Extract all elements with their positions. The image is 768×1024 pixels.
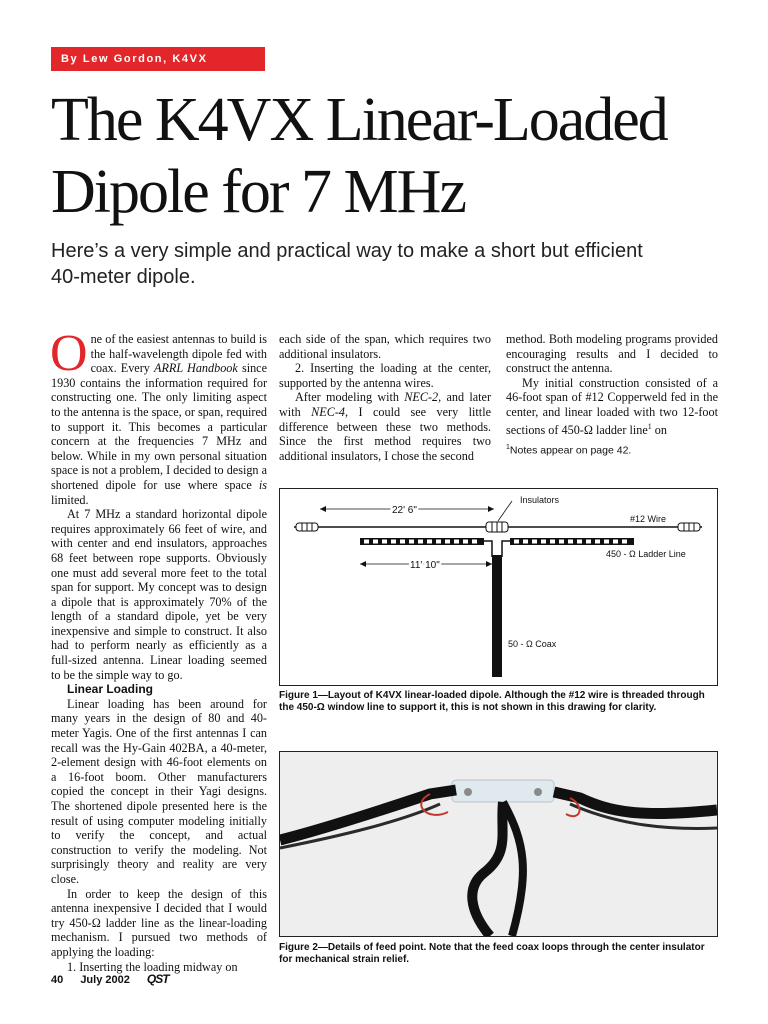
ladder-window (568, 540, 573, 544)
ladder-windows (364, 540, 627, 544)
ladder-window (400, 540, 405, 544)
ladder-window (409, 540, 414, 544)
title-line-1: The K4VX Linear-Loaded (51, 86, 667, 154)
byline: By Lew Gordon, K4VX (51, 47, 265, 71)
ladder-window (550, 540, 555, 544)
ladder-window (541, 540, 546, 544)
dipole-layout-diagram (280, 489, 717, 685)
paragraph: My initial construction consisted of a 46-foot span of #12 Copperweld fed in the center, and linear loaded with two 12-foot sections of 450-Ω ladder line$^1$ on (506, 375, 718, 437)
figure-2-caption: Figure 2—Details of feed point. Note that the feed coax loops through the center insulator for mechanical strain relief. (279, 942, 705, 965)
magazine-logo: QST (146, 972, 169, 986)
paragraph: 1. Inserting the loading midway on (67, 959, 238, 974)
figure-2-photo (279, 751, 718, 937)
ladder-window (523, 540, 528, 544)
footnote: $^1$Notes appear on page 42. (506, 444, 632, 457)
column-3 (506, 332, 718, 437)
insulators-leader (498, 501, 512, 521)
paragraph: Linear loading has been around for many years in the design of 80 and 40-meter Yagis. One of the first antennas I can recall was the Hy-Gain 402BA, a 40-meter, 2-element design with 46-foot elements on a 16-foot boom. Other manufacturers copied the concept in their Yagi designs. The shortened dipole presented here is the result of using computer modeling initially to verify the concept, and actual construction to verify the modeling. Not surprisingly theory and reality are very close. (51, 696, 267, 886)
ladder-window (418, 540, 423, 544)
ladder-window (454, 540, 459, 544)
paragraph: each side of the span, which requires two additional insulators. (279, 332, 491, 361)
ladder-window (559, 540, 564, 544)
figure-1-diagram (279, 488, 718, 686)
ladder-window (604, 540, 609, 544)
paragraph: After modeling with NEC-2, and later with NEC-4, I could see very little difference between these two methods. Since the first method requires two additional insulators, I chose the second (279, 390, 492, 463)
paragraph: At 7 MHz a standard horizontal dipole requires approximately 66 feet of wire, and with center and end insulators, approaches 68 feet between rope supports. Obviously one must add several more feet to the total span for support. My concept was to design a dipole that is approximately 70% of the length of a standard dipole, yet be very inexpensive and simple to construct. It also had to perform nearly as efficiently as a full-sized antenna. Linear loading seemed to be the simple way to go. (51, 507, 267, 682)
wire-label: #12 Wire (630, 514, 667, 524)
article-subtitle: Here’s a very simple and practical way to make a short but efficient 40-meter dipole. (51, 240, 643, 288)
paragraph: method. Both modeling programs provided encouraging results and I decided to construct the antenna. (506, 332, 718, 376)
issue-date: July 2002 (80, 974, 130, 986)
page-number: 40 (51, 974, 64, 986)
column-2 (279, 332, 491, 463)
feed-join-left (484, 541, 492, 557)
ladder-window (514, 540, 519, 544)
ladder-window (595, 540, 600, 544)
ladder-window (532, 540, 537, 544)
ladder-window (613, 540, 618, 544)
article-title (51, 84, 741, 228)
center-insulator (486, 522, 508, 532)
ladder-window (391, 540, 396, 544)
ladder-window (577, 540, 582, 544)
title-line-2: Dipole for 7 MHz (51, 158, 465, 226)
drop-cap: O (50, 325, 88, 382)
ladder-window (622, 540, 627, 544)
paragraph: 2. Inserting the loading at the center, supported by the antenna wires. (279, 361, 491, 390)
paragraph: In order to keep the design of this antenna inexpensive I decided that I would try 450-Ω ladder line as the linear-loading mechanism. I pursued two methods of applying the loading: (51, 886, 267, 959)
ladder-window (373, 540, 378, 544)
span-label: 22' 6" (392, 505, 417, 516)
feed-join-right (502, 541, 510, 557)
loading-label: 11' 10" (410, 560, 440, 571)
insulators-label: Insulators (520, 495, 560, 505)
ladder-window (472, 540, 477, 544)
page-footer (51, 972, 183, 986)
ladder-window (436, 540, 441, 544)
figure-1-caption: Figure 1—Layout of K4VX linear-loaded dipole. Although the #12 wire is threaded through the 450-Ω window line to support it, this is not shown in this drawing for clarity. (279, 690, 705, 713)
paragraph: One of the easiest antennas to build is the half-wavelength dipole fed with coax. Every ARRL Handbook since 1930 contains the information required for constructing one. The only limiting aspect to the antenna is the space, or span, required to support it. This becomes a particular concern at the frequencies 7 MHz and below. While in my own personal situation space is not a problem, I decided to design a shortened dipole for use where space is limited. (50, 325, 267, 507)
ladder-window (463, 540, 468, 544)
coax-label: 50 - Ω Coax (508, 639, 557, 649)
coax-feedline (492, 555, 502, 677)
column-1 (50, 325, 267, 974)
feed-point-photo (280, 752, 717, 936)
ladder-window (427, 540, 432, 544)
section-heading: Linear Loading (67, 682, 154, 697)
ladder-window (382, 540, 387, 544)
end-insulator-left (296, 523, 318, 531)
ladder-window (445, 540, 450, 544)
ladder-window (364, 540, 369, 544)
ladder-window (586, 540, 591, 544)
ladder-line-label: 450 - Ω Ladder Line (606, 549, 686, 559)
end-insulator-right (678, 523, 700, 531)
